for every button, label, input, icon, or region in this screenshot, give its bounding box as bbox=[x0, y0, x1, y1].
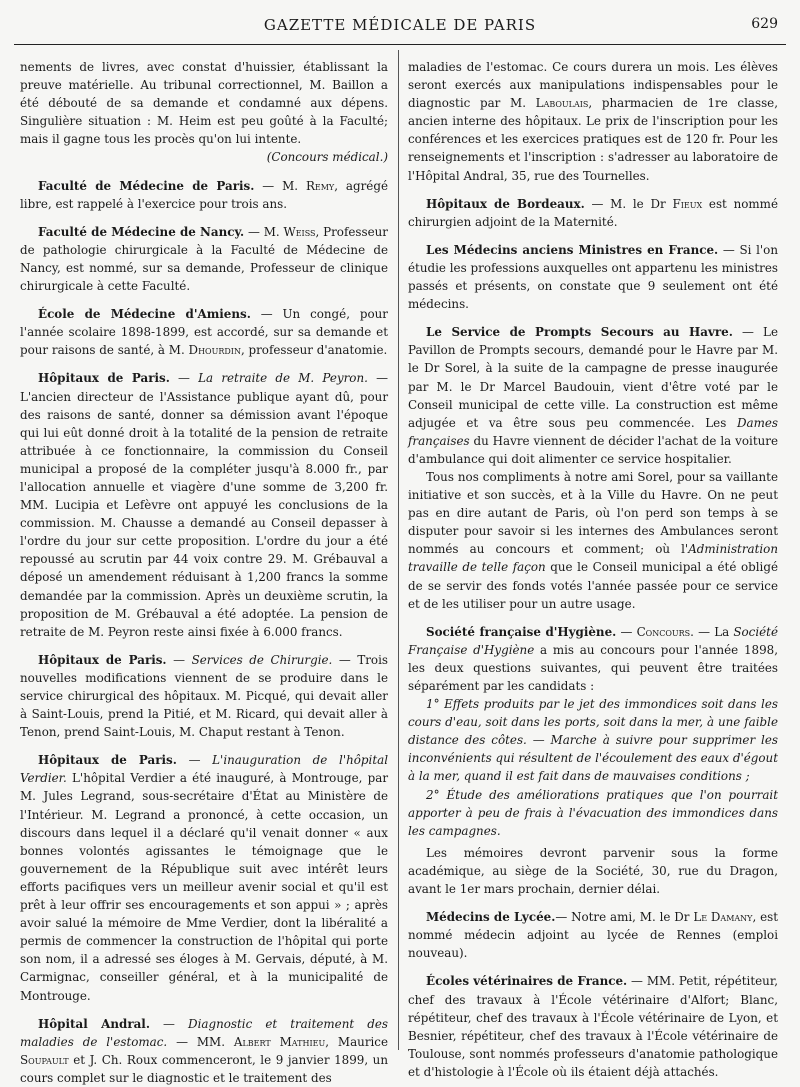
article-heading: École de Médecine d'Amiens. bbox=[38, 307, 251, 322]
news-item bbox=[20, 177, 388, 213]
article-body: Hôpitaux de Paris. — Services de Chirurgie. — Trois nouvelles modifications viennent de se produire dans le service chirurgical des hôpitaux. M. Picqué, qui devait aller à Saint-Louis, prend la Pitié, et M. Ricard, qui devait aller à Tenon, prend Saint-Louis, M. Chaput restant à Tenon. bbox=[20, 652, 388, 740]
news-item bbox=[20, 751, 388, 1004]
article-heading: Écoles vétérinaires de France. bbox=[426, 974, 628, 989]
article-body: nements de livres, avec constat d'huissier, établissant la preuve matérielle. Au tribunal correctionnel, M. Baillon a été débouté de sa demande et condamné aux dépens. Singulière situation : M. Heim est peu goûté à la Faculté; mais il gagne tous les procès qu'on lui intente. bbox=[20, 60, 388, 147]
article-heading: Médecins de Lycée. bbox=[426, 910, 556, 925]
article-body: Hôpitaux de Paris. — La retraite de M. Peyron. — L'ancien directeur de l'Assistance publique ayant dû, pour des raisons de santé, donner sa démission avant l'époque qui lui eût donné droit à la totalité de la pension de retraite attribuée à ce fonctionnaire, la commission du Conseil municipal a proposé de la compléter jusqu'à 8.000 fr., par l'allocation annuelle et viagère d'une somme de 3,200 fr. MM. Lucipia et Lefèvre ont appuyé les conclusions de la commission. M. Chausse a demandé au Conseil depasser à l'ordre du jour sur cette proposition. L'ordre du jour a été repoussé au scrutin par 44 voix contre 29. M. Grébauval a déposé un amendement réduisant à 1,200 francs la somme demandée par la commission. Après un deuxième scrutin, la proposition de M. Grébauval a été adoptée. La pension de retraite de M. Peyron reste ainsi fixée à 6.000 francs. bbox=[20, 371, 388, 639]
news-item bbox=[20, 305, 388, 359]
journal-title: GAZETTE MÉDICALE DE PARIS bbox=[263, 16, 537, 34]
article-heading: Les Médecins anciens Ministres en France. bbox=[426, 242, 719, 257]
right-column bbox=[408, 58, 778, 1081]
person-name: Remy bbox=[305, 178, 335, 193]
person-name: Dhourdin bbox=[188, 343, 241, 358]
article-body: Médecins de Lycée.— Notre ami, M. le Dr Le Damany, est nommé médecin adjoint au lycée de Rennes (emploi nouveau). bbox=[408, 910, 778, 961]
article-body: Faculté de Médecine de Paris. — M. Remy, agrégé libre, est rappelé à l'exercice pour trois ans. bbox=[20, 178, 388, 211]
article-subheading: — La retraite de M. Peyron. bbox=[169, 371, 368, 386]
news-item bbox=[408, 972, 778, 1081]
continued-article bbox=[20, 58, 388, 167]
news-item bbox=[408, 323, 778, 613]
article-body: maladies de l'estomac. Ce cours durera un mois. Les élèves seront exercés aux manipulations indispensables pour le diagnostic par M. Laboulais, pharmacien de 1re classe, ancien interne des hôpitaux. Le prix de l'inscription pour les conférences et les exercices pratiques est de 120 fr. Pour les renseignements et l'inscription : s'adresser au laboratoire de l'Hôpital Andral, 35, rue des Tournelles. bbox=[408, 60, 778, 183]
article-body: Société française d'Hygiène. — Concours. — La Société Française d'Hygiène a mis au concours pour l'année 1898, les deux questions suivantes, qui peuvent être traitées séparément par les candidats : bbox=[408, 624, 779, 693]
article-body: Les Médecins anciens Ministres en France. — Si l'on étudie les professions auxquelles ont appartenu les ministres passés et présents, on constate que 9 seulement ont été médecins. bbox=[408, 242, 778, 312]
person-name: Weiss bbox=[283, 224, 316, 239]
article-heading: Hôpital Andral. bbox=[38, 1016, 150, 1031]
person-name: Fieux bbox=[672, 196, 703, 211]
continued-article bbox=[408, 58, 778, 185]
article-heading: Hôpitaux de Paris. bbox=[38, 753, 177, 768]
article-subheading: — L'inauguration de l'hôpital Verdier. bbox=[20, 753, 388, 786]
article-heading: Faculté de Médecine de Paris. bbox=[38, 178, 255, 193]
article-body: Écoles vétérinaires de France. — MM. Petit, répétiteur, chef des travaux à l'École vétérinaire d'Alfort; Blanc, répétiteur, chef des travaux à l'École vétérinaire de Lyon, et Besnier, répétiteur, chef des travaux à l'École vétérinaire de Toulouse, sont nommés professeurs d'anatomie pathologique et d'histologie à l'École où ils étaient déjà attachés. bbox=[408, 974, 778, 1079]
article-source: (Concours médical.) bbox=[266, 150, 388, 165]
article-body: Tous nos compliments à notre ami Sorel, pour sa vaillante initiative et son succès, et à la Ville du Havre. On ne peut pas en dire autant de Paris, où l'on perd son temps à se disputer pour savoir si les internes des Ambulances seront nommés au concours et comment; où l'Administration travaille de telle façon que le Conseil municipal a été obligé de se servir des fonds votés l'année passée pour ce service et de les utiliser pour un autre usage. bbox=[408, 469, 778, 611]
article-body: Le Service de Prompts Secours au Havre. — Le Pavillon de Prompts secours, demandé pour le Havre par M. le Dr Sorel, à la suite de la campagne de presse inaugurée par M. le Dr Marcel Baudouin, vient d'être voté par le Conseil municipal de cette ville. La construction est même adjugée et va être sous peu commencée. Les Dames françaises du Havre viennent de décider l'achat de la voiture d'ambulance qui doit alimenter ce service hospitalier. bbox=[408, 325, 778, 466]
column-divider bbox=[398, 50, 399, 1050]
person-name: Soupault bbox=[20, 1052, 69, 1067]
article-heading: Hôpitaux de Bordeaux. bbox=[426, 196, 585, 211]
article-heading: Hôpitaux de Paris. bbox=[38, 652, 167, 667]
article-heading: Le Service de Prompts Secours au Havre. bbox=[426, 325, 733, 340]
news-item bbox=[408, 195, 778, 231]
person-name: Laboulais bbox=[535, 96, 589, 111]
article-body: Hôpitaux de Bordeaux. — M. le Dr Fieux est nommé chirurgien adjoint de la Maternité. bbox=[408, 196, 778, 229]
article-subheading: — Diagnostic et traitement des maladies de l'estomac. bbox=[20, 1016, 388, 1049]
article-heading: Société française d'Hygiène. bbox=[426, 624, 617, 639]
news-item bbox=[408, 241, 778, 313]
page-number: 629 bbox=[751, 16, 778, 32]
news-item bbox=[20, 1015, 388, 1087]
news-item bbox=[20, 369, 388, 640]
article-body: Hôpitaux de Paris. — L'inauguration de l'hôpital Verdier. L'hôpital Verdier a été inauguré, à Montrouge, par M. Jules Legrand, sous-secrétaire d'État au Ministère de l'Intérieur. M. Legrand a prononcé, à cette occasion, un discours dans lequel il a déclaré qu'il venait donner « aux bonnes volontés agissantes le témoignage que le gouvernement de la République suit avec intérêt leurs efforts pacifiques vers un meilleur avenir social et qu'il est prêt à leur offrir ses encouragements et son appui » ; après avoir salué la mémoire de Mme Verdier, dont la libéralité a permis de commencer la construction de l'hôpital qui porte son nom, il a adressé ses éloges à M. Gervais, député, à M. Carmignac, conseiller général, et à la municipalité de Montrouge. bbox=[20, 753, 388, 1003]
news-item bbox=[20, 223, 388, 295]
article-subheading: — Services de Chirurgie. bbox=[166, 652, 333, 667]
article-body: École de Médecine d'Amiens. — Un congé, pour l'année scolaire 1898-1899, est accordé, sur sa demande et pour raisons de santé, à M. Dhourdin, professeur d'anatomie. bbox=[20, 307, 388, 358]
article-body: Faculté de Médecine de Nancy. — M. Weiss, Professeur de pathologie chirurgicale à la Faculté de Médecine de Nancy, est nommé, sur sa demande, Professeur de clinique chirurgicale à cette Faculté. bbox=[20, 224, 388, 294]
left-column bbox=[20, 58, 388, 1087]
contest-question: 1° Effets produits par le jet des immondices soit dans les cours d'eau, soit dans les ports, soit dans la mer, à une faible distance des côtes. — Marche à suivre pour supprimer les inconvénients qui résultent de l'écoulement des eaux d'égout à la mer, quand il est fait dans de mauvaises conditions ; bbox=[408, 697, 778, 784]
page-header bbox=[14, 0, 786, 45]
news-item bbox=[20, 651, 388, 741]
news-item bbox=[408, 908, 778, 962]
person-name: Le Damany bbox=[693, 910, 753, 925]
person-name: Albert Mathieu bbox=[233, 1034, 326, 1049]
article-heading: Hôpitaux de Paris. bbox=[38, 371, 170, 386]
article-heading: Faculté de Médecine de Nancy. bbox=[38, 224, 245, 239]
article-body: Hôpital Andral. — Diagnostic et traitement des maladies de l'estomac. — MM. Albert Mathieu, Maurice Soupault et J. Ch. Roux commenceront, le 9 janvier 1899, un cours complet sur le diagnostic et le traitement des bbox=[20, 1016, 388, 1085]
contest-question: 2° Étude des améliorations pratiques que l'on pourrait apporter à peu de frais à l'évacuation des immondices dans les campagnes. bbox=[408, 787, 778, 838]
news-item bbox=[408, 623, 778, 898]
article-body: Les mémoires devront parvenir sous la forme académique, au siège de la Société, 30, rue du Dragon, avant le 1er mars prochain, dernier délai. bbox=[408, 845, 778, 897]
